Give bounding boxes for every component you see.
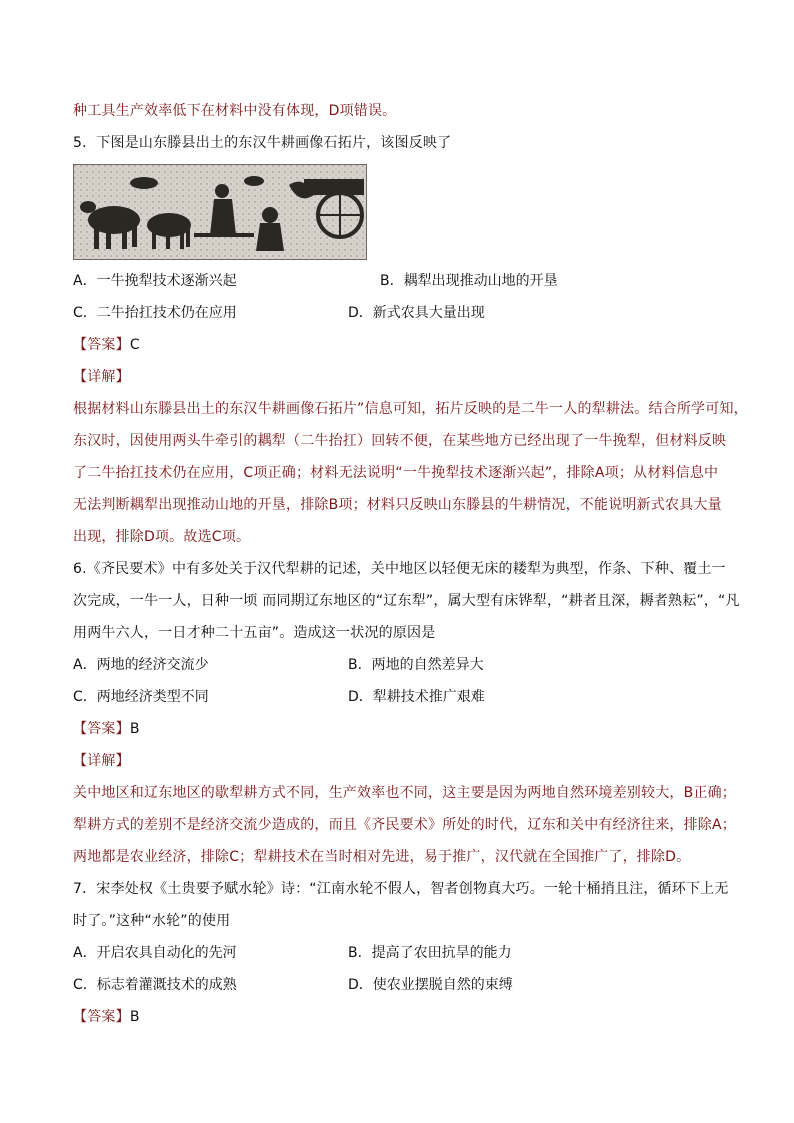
q7-option-d: D．使农业摆脱自然的束缚: [348, 977, 513, 993]
q6-option-a: A．两地的经济交流少: [73, 657, 209, 673]
answer-value: C: [129, 337, 140, 353]
q5-option-c: C．二牛抬扛技术仍在应用: [73, 305, 237, 321]
q6-detail-line: 犁耕方式的差别不是经济交流少造成的，而且《齐民要术》所处的时代，辽东和关中有经济往来，排除A；: [73, 817, 736, 833]
q6-option-c: C．两地经济类型不同: [73, 689, 209, 705]
q6-stem-line: 6.《齐民要术》中有多处关于汉代犁耕的记述，关中地区以轻便无床的耧犁为典型，作条、下种、覆土一: [73, 561, 726, 577]
q6-option-d: D．犁耕技术推广艰难: [348, 689, 485, 705]
rubbing-image: [73, 164, 367, 260]
q5-detail-line: 无法判断耦犁出现推动山地的开垦，排除B项；材料只反映山东滕县的牛耕情况，不能说明新式农具大量: [73, 497, 722, 513]
q5-detail-line: 出现，排除D项。故选C项。: [73, 529, 251, 545]
q6-answer: [73, 719, 140, 739]
q5-detail-line: 东汉时，因使用两头牛牵引的耦犁（二牛抬扛）回转不便，在某些地方已经出现了一牛挽犁，但材料反映: [73, 433, 727, 449]
answer-tag: 【答案】: [73, 721, 130, 737]
q7-option-c: C．标志着灌溉技术的成熟: [73, 977, 237, 993]
q5-detail-tag: 【详解】: [73, 369, 130, 385]
q7-option-a: A．开启农具自动化的先河: [73, 945, 237, 961]
q6-detail-line: 两地都是农业经济，排除C；犁耕技术在当时相对先进，易于推广，汉代就在全国推广了，排除D。: [73, 849, 691, 865]
q5-option-a: A．一牛挽犁技术逐渐兴起: [73, 273, 237, 289]
continuation-text: 种工具生产效率低下在材料中没有体现，D项错误。: [73, 103, 397, 119]
answer-tag: 【答案】: [73, 1009, 130, 1025]
q6-stem-line: 用两牛六人，一日才种二十五亩”。造成这一状况的原因是: [73, 625, 436, 641]
q6-detail-tag: 【详解】: [73, 753, 130, 769]
q6-detail-line: 关中地区和辽东地区的歇犁耕方式不同，生产效率也不同，这主要是因为两地自然环境差别较大，B正确；: [73, 785, 737, 801]
answer-value: B: [129, 721, 140, 737]
q7-stem-line: 时了。”这种“水轮”的使用: [73, 913, 231, 929]
q6-option-b: B．两地的自然差异大: [348, 657, 484, 673]
answer-value: B: [129, 1009, 140, 1025]
q5-option-d: D．新式农具大量出现: [348, 305, 485, 321]
q7-answer: [73, 1007, 140, 1027]
q5-answer: [73, 335, 140, 355]
answer-tag: 【答案】: [73, 337, 130, 353]
q7-stem-line: 7．宋李处权《土贵要予赋水轮》诗：“江南水轮不假人，智者创物真大巧。一轮十桶捎且注，循环下上无: [73, 881, 729, 897]
q5-detail-line: 了二牛抬扛技术仍在应用，C项正确；材料无法说明“一牛挽犁技术逐渐兴起”，排除A项；从材料信息中: [73, 465, 719, 481]
q5-option-b: B．耦犁出现推动山地的开垦: [380, 273, 558, 289]
q5-detail-line: 根据材料山东滕县出土的东汉牛耕画像石拓片”信息可知，拓片反映的是二牛一人的犁耕法。结合所学可知，: [73, 401, 748, 417]
ox-plowing-rubbing-illustration: [74, 165, 366, 259]
q5-stem: 5．下图是山东滕县出土的东汉牛耕画像石拓片，该图反映了: [73, 135, 452, 151]
q7-option-b: B．提高了农田抗旱的能力: [348, 945, 512, 961]
q6-stem-line: 次完成，一牛一人，日种一顷 而同期辽东地区的“辽东犁”，属大型有床铧犁，“耕者且深，耨者熟耘”，“凡: [73, 593, 740, 609]
